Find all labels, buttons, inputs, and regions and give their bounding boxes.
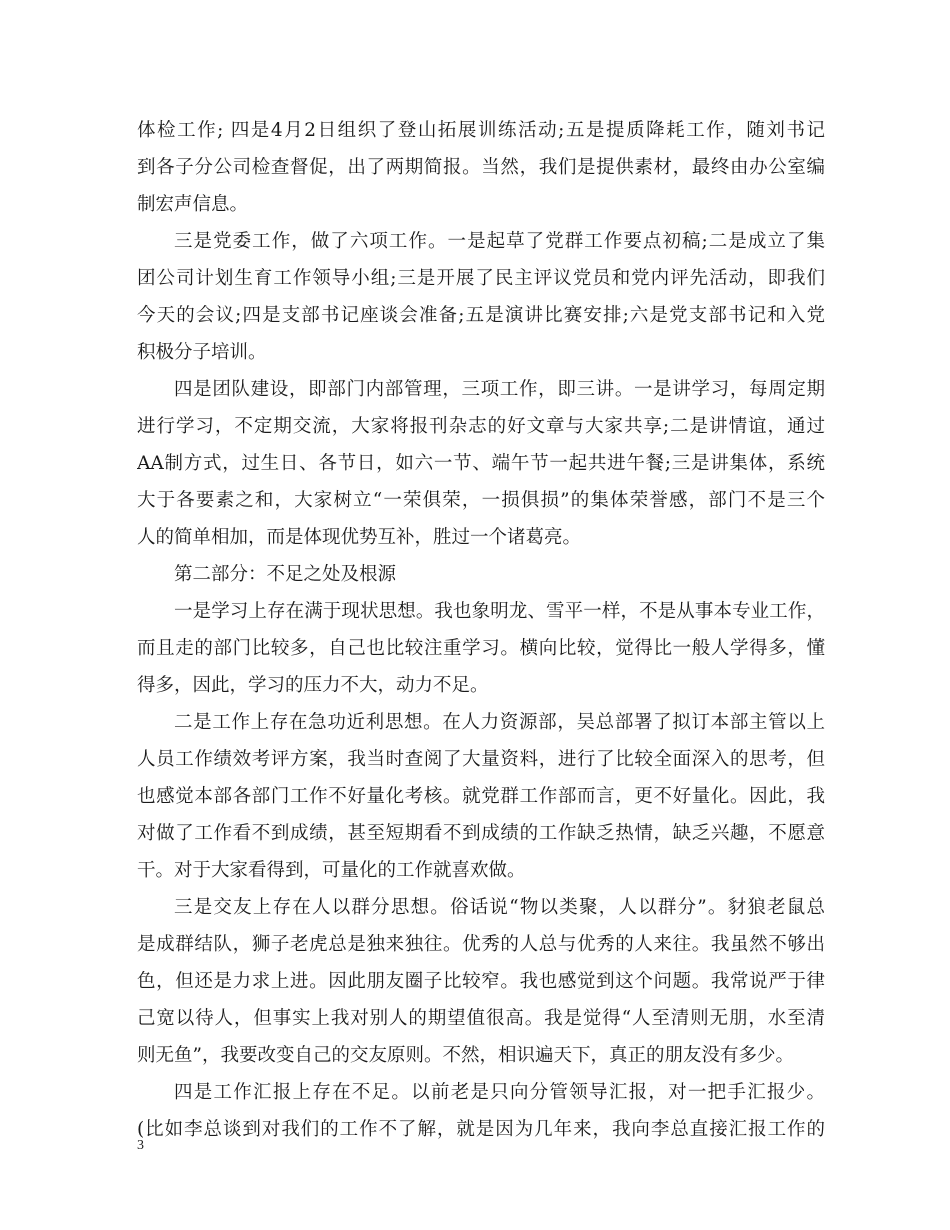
- text-line: 得多，因此，学习的压力不大，动力不足。: [137, 675, 489, 696]
- text-line: 四是工作汇报上存在不足。以前老是只向分管领导汇报，对一把手汇报少。: [174, 1082, 825, 1103]
- text-line: 对做了工作看不到成绩，甚至短期看不到成绩的工作缺乏热情，缺乏兴趣，不愿意: [137, 823, 825, 844]
- text-line: 则无鱼”，我要改变自己的交友原则。不然，相识遍天下，真正的朋友没有多少。: [137, 1045, 794, 1066]
- text-line: 色，但还是力求上进。因此朋友圈子比较窄。我也感觉到这个问题。我常说严于律: [137, 971, 825, 992]
- text-line: 团公司计划生育工作领导小组;三是开展了民主评议党员和党内评先活动，即我们: [137, 268, 825, 289]
- text-line: 进行学习，不定期交流，大家将报刊杂志的好文章与大家共享;二是讲情谊，通过: [137, 416, 825, 437]
- text-line: 第二部分：不足之处及根源: [174, 564, 397, 585]
- text-line: 制宏声信息。: [137, 194, 249, 215]
- text-line: 大于各要素之和，大家树立“一荣俱荣，一损俱损”的集体荣誉感，部门不是三个: [137, 490, 825, 511]
- text-line: 三是党委工作，做了六项工作。一是起草了党群工作要点初稿;二是成立了集: [174, 231, 825, 252]
- text-line: 是成群结队，狮子老虎总是独来独往。优秀的人总与优秀的人来往。我虽然不够出: [137, 934, 825, 955]
- text-line: 四是团队建设，即部门内部管理，三项工作，即三讲。一是讲学习，每周定期: [174, 379, 825, 400]
- page-number: 3: [137, 1138, 144, 1153]
- text-line: 干。对于大家看得到，可量化的工作就喜欢做。: [137, 860, 526, 881]
- text-line: 到各子分公司检查督促，出了两期简报。当然，我们是提供素材，最终由办公室编: [137, 157, 825, 178]
- text-line: (比如李总谈到对我们的工作不了解，就是因为几年来，我向李总直接汇报工作的: [137, 1119, 825, 1140]
- text-line: 积极分子培训。: [137, 342, 267, 363]
- text-line: 二是工作上存在急功近利思想。在人力资源部，吴总部署了拟订本部主管以上: [174, 712, 825, 733]
- text-line: 人员工作绩效考评方案，我当时查阅了大量资料，进行了比较全面深入的思考，但: [137, 749, 825, 770]
- text-line: 己宽以待人，但事实上我对别人的期望值很高。我是觉得“人至清则无朋，水至清: [137, 1008, 825, 1029]
- text-line: 而且走的部门比较多，自己也比较注重学习。横向比较，觉得比一般人学得多，懂: [137, 638, 825, 659]
- text-line: 一是学习上存在满于现状思想。我也象明龙、雪平一样，不是从事本专业工作，: [174, 601, 825, 622]
- text-line: 三是交友上存在人以群分思想。俗话说“物以类聚，人以群分”。豺狼老鼠总: [174, 897, 825, 918]
- text-line: 人的简单相加，而是体现优势互补，胜过一个诸葛亮。: [137, 527, 582, 548]
- text-line: 体检工作; 四是4月2日组织了登山拓展训练活动;五是提质降耗工作，随刘书记: [137, 120, 825, 141]
- text-line: AA制方式，过生日、各节日，如六一节、端午节一起共进午餐;三是讲集体，系统: [137, 453, 825, 474]
- text-line: 也感觉本部各部门工作不好量化考核。就党群工作部而言，更不好量化。因此，我: [137, 786, 825, 807]
- text-line: 今天的会议;四是支部书记座谈会准备;五是演讲比赛安排;六是党支部书记和入党: [137, 305, 825, 326]
- document-body: [137, 112, 825, 1148]
